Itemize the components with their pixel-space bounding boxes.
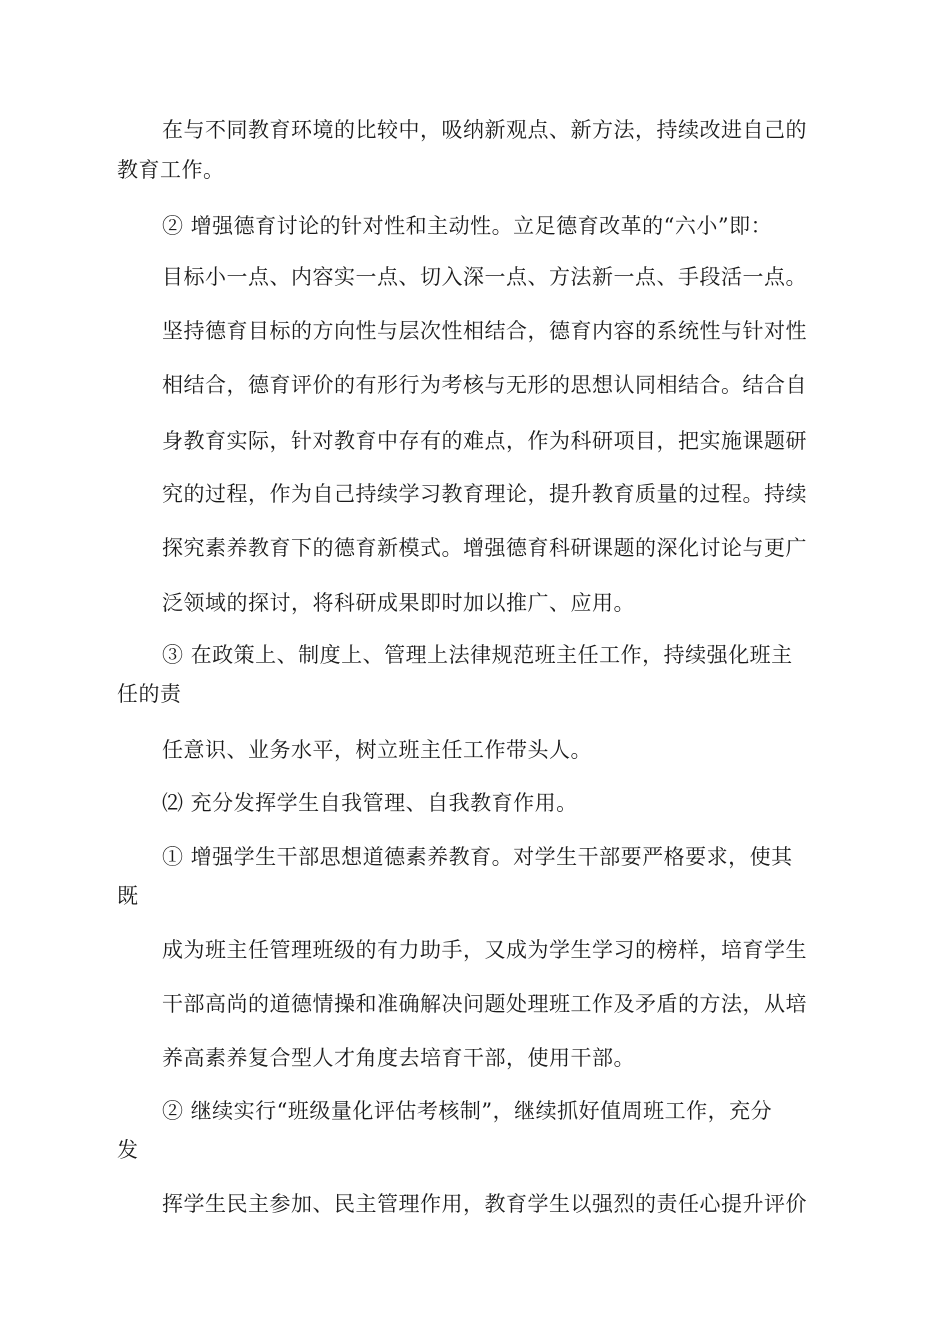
- text-line: 任的责: [117, 682, 182, 706]
- text-line: 身教育实际，针对教育中存有的难点，作为科研项目，把实施课题研: [162, 429, 807, 453]
- text-line: 既: [117, 884, 139, 908]
- text-line: 在与不同教育环境的比较中，吸纳新观点、新方法，持续改进自己的: [162, 118, 807, 142]
- text-line: 探究素养教育下的德育新模式。增强德育科研课题的深化讨论与更广: [162, 536, 807, 560]
- text-line: ② 增强德育讨论的针对性和主动性。立足德育改革的“六小”即：: [162, 214, 773, 238]
- text-line: 任意识、业务水平，树立班主任工作带头人。: [162, 738, 592, 762]
- text-line: 干部高尚的道德情操和准确解决问题处理班工作及矛盾的方法，从培: [162, 992, 807, 1016]
- text-line: 养高素养复合型人才角度去培育干部，使用干部。: [162, 1046, 635, 1070]
- text-line: ② 继续实行“班级量化评估考核制”，继续抓好值周班工作，充分: [162, 1099, 773, 1123]
- text-line: 坚持德育目标的方向性与层次性相结合，德育内容的系统性与针对性: [162, 319, 807, 343]
- text-line: 相结合，德育评价的有形行为考核与无形的思想认同相结合。结合自: [162, 373, 807, 397]
- text-line: 究的过程，作为自己持续学习教育理论，提升教育质量的过程。持续: [162, 482, 807, 506]
- text-line: 挥学生民主参加、民主管理作用，教育学生以强烈的责任心提升评价: [162, 1192, 807, 1216]
- text-line: 目标小一点、内容实一点、切入深一点、方法新一点、手段活一点。: [162, 265, 807, 289]
- text-line: ① 增强学生干部思想道德素养教育。对学生干部要严格要求，使其: [162, 845, 793, 869]
- text-line: ③ 在政策上、制度上、管理上法律规范班主任工作，持续强化班主: [162, 643, 793, 667]
- text-line: ⑵ 充分发挥学生自我管理、自我教育作用。: [162, 791, 578, 815]
- text-line: 教育工作。: [117, 158, 225, 182]
- text-line: 泛领域的探讨，将科研成果即时加以推广、应用。: [162, 591, 635, 615]
- text-line: 发: [117, 1138, 139, 1162]
- text-line: 成为班主任管理班级的有力助手，又成为学生学习的榜样，培育学生: [162, 938, 807, 962]
